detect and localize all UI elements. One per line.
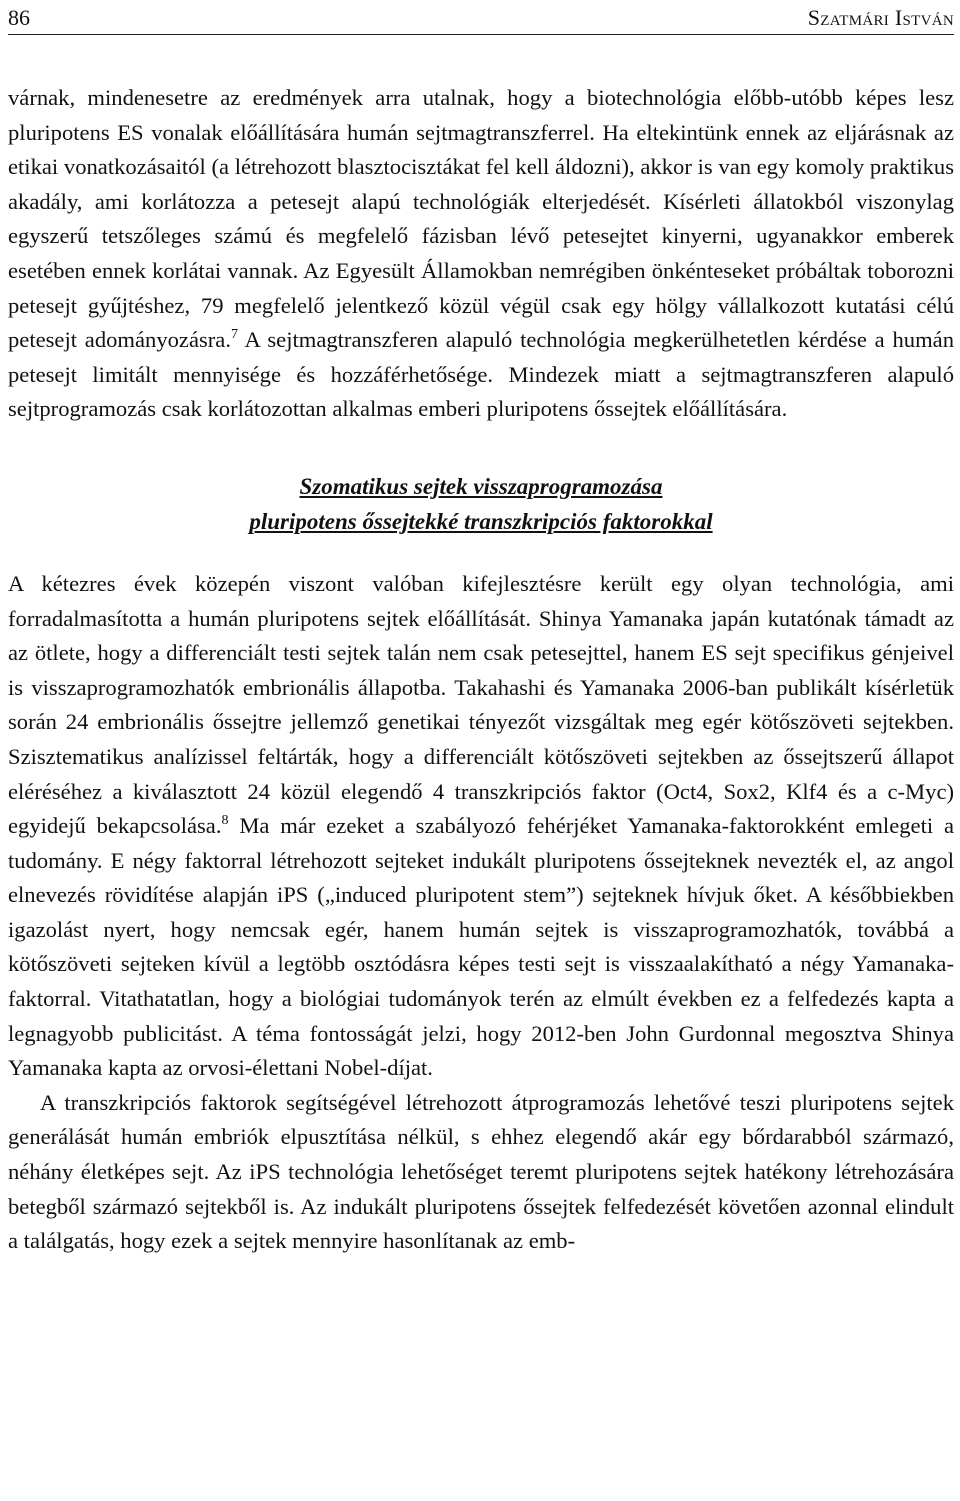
- paragraph-text: A sejtmagtranszferen alapuló technológia megkerülhetetlen kérdése a humán petesejt limitált mennyisége és hozzáférhetősége. Mindezek miatt a sejtmagtranszferen alapuló sejtprogramozás csak korlátozottan alkalmas emberi pluripotens őssejtek előállítására.: [8, 327, 954, 422]
- paragraph-text: A transzkripciós faktorok segítségével létrehozott átprogramozás lehetővé teszi pluripotens sejtek generálását humán embriók elpusztítása nélkül, s ehhez elegendő akár egy bőrdarabból származó, néhány életképes sejt. Az iPS technológia lehetőséget teremt pluripotens sejtek hatékony létrehozására betegből származó sejtekből is. Az indukált pluripotens őssejtek felfedezését követően azonnal elindult a találgatás, hogy ezek a sejtek mennyire hasonlítanak az emb-: [8, 1089, 954, 1254]
- section-heading: [8, 469, 954, 539]
- paragraph-continued: [8, 81, 954, 427]
- paragraph: [8, 567, 954, 1086]
- paragraph-text: Ma már ezeket a szabályozó fehérjéket Yamanaka-faktorokként emlegeti a tudomány. E négy faktorral létrehozott sejteket indukált pluripotens őssejteknek nevezték el, az angol elnevezés rövidítése alapján iPS („induced pluripotent stem”) sejteknek hívjuk őket. A későbbiekben igazolást nyert, hogy nemcsak egér, hanem humán sejtek is visszaprogramozhatók, továbbá a kötőszöveti sejteken kívül a legtöbb osztódásra képes testi sejt is visszaalakítható a négy Yamanaka-faktorral. Vitathatatlan, hogy a biológiai tudományok terén az elmúlt években ez a felfedezés kapta a legnagyobb publicitást. A téma fontosságát jelzi, hogy 2012-ben John Gurdonnal megosztva Shinya Yamanaka kapta az orvosi-élettani Nobel-díjat.: [8, 813, 954, 1081]
- paragraph-text: várnak, mindenesetre az eredmények arra utalnak, hogy a biotechnológia előbb-utóbb képes lesz pluripotens ES vonalak előállítására humán sejtmagtranszferrel. Ha eltekintünk ennek az eljárásnak az etikai vonatkozásaitól (a létrehozott blasztocisztákat fel kell áldozni), akkor is van egy komoly praktikus akadály, ami korlátozza a petesejt alapú technológiák elterjedését. Kísérleti állatokból viszonylag egyszerű tetszőleges számú és megfelelő fázisban lévő petesejtet kinyerni, ugyanakkor emberek esetében ennek korlátai vannak. Az Egyesült Államokban nemrégiben önkénteseket próbáltak toborozni petesejt gyűjtéshez, 79 megfelelő jelentkező közül végül csak egy hölgy vállalkozott kutatási célú petesejt adományozásra.: [8, 85, 954, 353]
- running-title-author: Szatmári István: [807, 5, 954, 30]
- body-text: [8, 81, 954, 1259]
- running-head: [8, 0, 954, 35]
- book-page: [8, 0, 954, 1259]
- section-heading-line-1: Szomatikus sejtek visszaprogramozása: [299, 473, 663, 499]
- paragraph: [8, 1086, 954, 1259]
- paragraph-text: A kétezres évek közepén viszont valóban kifejlesztésre került egy olyan technológia, ami forradalmasította a humán pluripotens sejtek előállítását. Shinya Yamanaka japán kutatónak támadt az az ötlete, hogy a differenciált testi sejtek talán nem csak petesejttel, hanem ES sejt specifikus génjeivel is visszaprogramozhatók embrionális állapotba. Takahashi és Yamanaka 2006-ban publikált kísérletük során 24 embrionális őssejtre jellemző genetikai tényezőt vizsgáltak meg egér kötőszöveti sejtekben. Szisztematikus analízissel feltárták, hogy a differenciált kötőszöveti sejtekben az őssejtszerű állapot eléréséhez a kiválasztott 24 közül elegendő 4 transzkripciós faktor (Oct4, Sox2, Klf4 és a c-Myc) egyidejű bekapcsolása.: [8, 570, 954, 839]
- footnote-reference: 7: [230, 327, 238, 343]
- footnote-reference: 8: [221, 813, 229, 829]
- page-number: 86: [8, 5, 30, 30]
- section-heading-line-2: pluripotens őssejtekké transzkripciós faktorokkal: [249, 508, 713, 534]
